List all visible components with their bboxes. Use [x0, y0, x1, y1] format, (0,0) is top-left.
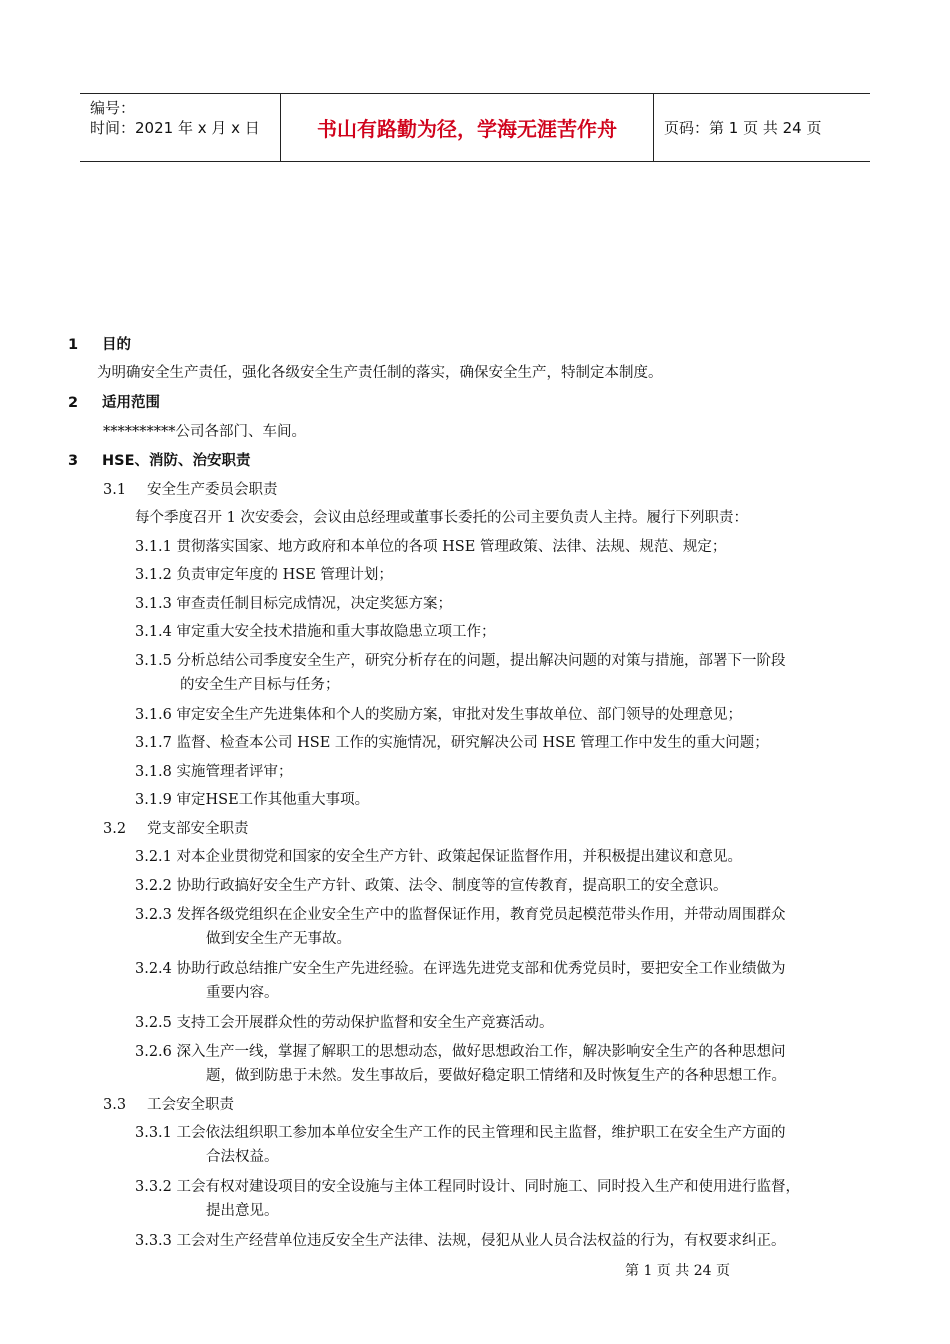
section-2-heading: 2 适用范围	[68, 395, 160, 411]
list-item: 3.2.5 支持工会开展群众性的劳动保护监督和安全生产竞赛活动。	[135, 1015, 554, 1031]
list-item: 3.2.2 协助行政搞好安全生产方针、政策、法令、制度等的宣传教育，提高职工的安全意识。	[135, 878, 728, 894]
page-footer: 第 1 页 共 24 页	[625, 1263, 730, 1279]
list-item-continuation: 合法权益。	[206, 1149, 279, 1165]
list-item: 3.2.6 深入生产一线，掌握了解职工的思想动态，做好思想政治工作，解决影响安全生产的各种思想问	[135, 1044, 786, 1060]
section-2-text: **********公司各部门、车间。	[103, 424, 306, 440]
list-item-continuation: 重要内容。	[206, 985, 279, 1001]
list-item-continuation: 的安全生产目标与任务；	[180, 677, 340, 693]
list-item: 3.1.4 审定重大安全技术措施和重大事故隐患立项工作；	[135, 624, 496, 640]
list-item: 3.1.2 负责审定年度的 HSE 管理计划；	[135, 567, 393, 583]
page-label: 页码：第 1 页 共 24 页	[664, 119, 822, 137]
list-item-continuation: 做到安全生产无事故。	[206, 931, 351, 947]
time-label: 时间：2021 年 x 月 x 日	[90, 119, 260, 137]
subsection-3-3-heading: 3.3 工会安全职责	[103, 1097, 234, 1113]
section-3-heading: 3 HSE、消防、治安职责	[68, 453, 251, 469]
list-item: 3.2.4 协助行政总结推广安全生产先进经验。在评选先进党支部和优秀党员时，要把安全工作业绩做为	[135, 961, 786, 977]
list-item: 3.2.1 对本企业贯彻党和国家的安全生产方针、政策起保证监督作用，并积极提出建议和意见。	[135, 849, 742, 865]
list-item-continuation: 题，做到防患于未然。发生事故后，要做好稳定职工情绪和及时恢复生产的各种思想工作。	[206, 1068, 786, 1084]
subsection-3-1-heading: 3.1 安全生产委员会职责	[103, 482, 278, 498]
list-item-continuation: 提出意见。	[206, 1203, 279, 1219]
list-item: 3.1.7 监督、检查本公司 HSE 工作的实施情况，研究解决公司 HSE 管理工作中发生的重大问题；	[135, 735, 769, 751]
header-meta	[80, 94, 280, 161]
list-item: 3.1.1 贯彻落实国家、地方政府和本单位的各项 HSE 管理政策、法律、法规、规范、规定；	[135, 539, 727, 555]
number-label: 编号：	[90, 99, 136, 117]
document-header	[80, 93, 870, 162]
subsection-3-2-heading: 3.2 党支部安全职责	[103, 821, 249, 837]
subsection-3-1-intro: 每个季度召开 1 次安委会，会议由总经理或董事长委托的公司主要负责人主持。履行下列职责：	[135, 510, 748, 526]
section-1-heading: 1 目的	[68, 337, 131, 353]
list-item: 3.3.1 工会依法组织职工参加本单位安全生产工作的民主管理和民主监督，维护职工在安全生产方面的	[135, 1125, 786, 1141]
motto: 书山有路勤为径，学海无涯苦作舟	[280, 94, 654, 161]
list-item: 3.1.6 审定安全生产先进集体和个人的奖励方案，审批对发生事故单位、部门领导的处理意见；	[135, 707, 742, 723]
list-item: 3.3.2 工会有权对建设项目的安全设施与主体工程同时设计、同时施工、同时投入生产和使用进行监督，	[135, 1179, 800, 1195]
list-item: 3.1.9 审定HSE工作其他重大事项。	[135, 792, 370, 808]
list-item: 3.1.3 审查责任制目标完成情况，决定奖惩方案；	[135, 596, 453, 612]
section-1-text: 为明确安全生产责任，强化各级安全生产责任制的落实，确保安全生产，特制定本制度。	[97, 365, 663, 381]
list-item: 3.1.5 分析总结公司季度安全生产，研究分析存在的问题，提出解决问题的对策与措施，部署下一阶段	[135, 653, 786, 669]
list-item: 3.3.3 工会对生产经营单位违反安全生产法律、法规，侵犯从业人员合法权益的行为，有权要求纠正。	[135, 1233, 786, 1249]
list-item: 3.1.8 实施管理者评审；	[135, 764, 293, 780]
list-item: 3.2.3 发挥各级党组织在企业安全生产中的监督保证作用，教育党员起模范带头作用，并带动周围群众	[135, 907, 786, 923]
